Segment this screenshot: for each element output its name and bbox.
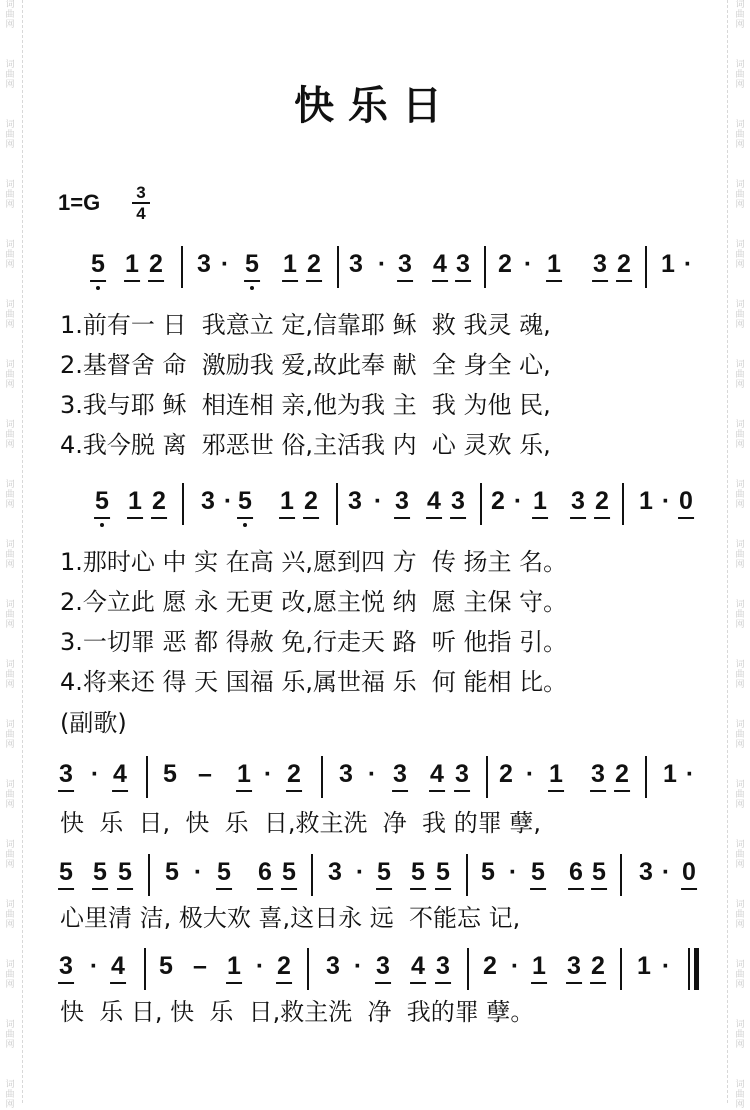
note: 5 bbox=[531, 858, 545, 886]
watermark-text: 词曲网 bbox=[5, 600, 15, 630]
note: 3 bbox=[348, 487, 362, 515]
note: 2 bbox=[591, 952, 605, 980]
lyric-line: (副歌) bbox=[60, 709, 127, 737]
lower-octave-dot bbox=[250, 286, 254, 290]
dot-symbol: · bbox=[510, 952, 520, 980]
note: 1 bbox=[547, 250, 561, 278]
note: 5 bbox=[238, 487, 252, 515]
watermark-text: 词曲网 bbox=[5, 360, 15, 390]
watermark-text: 词曲网 bbox=[5, 660, 15, 690]
watermark-text: 词曲网 bbox=[735, 180, 745, 210]
note: 3 bbox=[571, 487, 585, 515]
watermark-text: 词曲网 bbox=[735, 300, 745, 330]
watermark-text: 词曲网 bbox=[5, 900, 15, 930]
barline bbox=[620, 854, 622, 896]
barline bbox=[307, 948, 309, 990]
dot-symbol: · bbox=[685, 760, 695, 788]
watermark-text: 词曲网 bbox=[735, 660, 745, 690]
barline bbox=[645, 756, 647, 798]
note: 3 bbox=[456, 250, 470, 278]
note: 4 bbox=[113, 760, 127, 788]
note: 5 bbox=[245, 250, 259, 278]
note: 2 bbox=[498, 250, 512, 278]
barline bbox=[645, 246, 647, 288]
dot-symbol: · bbox=[377, 250, 387, 278]
watermark-text: 词曲网 bbox=[5, 960, 15, 990]
note: 3 bbox=[451, 487, 465, 515]
dot-symbol: · bbox=[220, 250, 230, 278]
note: 1 bbox=[283, 250, 297, 278]
song-title: 快乐日 bbox=[294, 83, 456, 129]
note: 5 bbox=[436, 858, 450, 886]
dot-symbol: · bbox=[367, 760, 377, 788]
note: 0 bbox=[679, 487, 693, 515]
watermark-text: 词曲网 bbox=[735, 900, 745, 930]
note: 3 bbox=[567, 952, 581, 980]
final-barline-thick bbox=[694, 948, 699, 990]
dot-symbol: · bbox=[193, 858, 203, 886]
note: 1 bbox=[533, 487, 547, 515]
dot-symbol: · bbox=[513, 487, 523, 515]
barline bbox=[181, 246, 183, 288]
watermark-text: 词曲网 bbox=[735, 540, 745, 570]
note: 6 bbox=[569, 858, 583, 886]
note: 1 bbox=[663, 760, 677, 788]
note: 3 bbox=[197, 250, 211, 278]
note: 1 bbox=[661, 250, 675, 278]
note: 3 bbox=[59, 952, 73, 980]
note: 5 bbox=[592, 858, 606, 886]
note: 3 bbox=[326, 952, 340, 980]
dot-symbol: · bbox=[661, 487, 671, 515]
dot-symbol: · bbox=[263, 760, 273, 788]
barline bbox=[480, 483, 482, 525]
barline bbox=[321, 756, 323, 798]
dash-symbol: – bbox=[193, 952, 207, 980]
note: 5 bbox=[93, 858, 107, 886]
watermark-text: 词曲网 bbox=[5, 60, 15, 90]
lyric-line: 快 乐 日, 快 乐 日,救主洗 净 我 的罪 孽, bbox=[60, 809, 541, 837]
note: 3 bbox=[201, 487, 215, 515]
lyric-line: 4.我今脱 离 邪恶世 俗,主活我 内 心 灵欢 乐, bbox=[60, 431, 551, 459]
left-margin-watermark bbox=[0, 0, 23, 1110]
note: 3 bbox=[59, 760, 73, 788]
note: 4 bbox=[111, 952, 125, 980]
barline bbox=[148, 854, 150, 896]
watermark-text: 词曲网 bbox=[735, 960, 745, 990]
note: 5 bbox=[377, 858, 391, 886]
dot-symbol: · bbox=[89, 952, 99, 980]
note: 5 bbox=[95, 487, 109, 515]
note: 3 bbox=[639, 858, 653, 886]
watermark-text: 词曲网 bbox=[735, 60, 745, 90]
note: 2 bbox=[287, 760, 301, 788]
watermark-text: 词曲网 bbox=[735, 840, 745, 870]
watermark-text: 词曲网 bbox=[5, 1020, 15, 1050]
note: 3 bbox=[393, 760, 407, 788]
note: 3 bbox=[395, 487, 409, 515]
note: 5 bbox=[91, 250, 105, 278]
lyric-line: 2.基督舍 命 激励我 爱,故此奉 献 全 身全 心, bbox=[60, 351, 551, 379]
note: 3 bbox=[376, 952, 390, 980]
lyric-line: 心里清 洁, 极大欢 喜,这日永 远 不能忘 记, bbox=[60, 904, 521, 932]
watermark-text: 词曲网 bbox=[5, 840, 15, 870]
time-signature bbox=[132, 183, 150, 223]
lower-octave-dot bbox=[100, 523, 104, 527]
note: 2 bbox=[304, 487, 318, 515]
barline bbox=[467, 948, 469, 990]
barline bbox=[620, 948, 622, 990]
lyric-line: 1.那时心 中 实 在高 兴,愿到四 方 传 扬主 名。 bbox=[60, 548, 568, 576]
final-barline-thin bbox=[688, 948, 690, 990]
note: 2 bbox=[307, 250, 321, 278]
barline bbox=[144, 948, 146, 990]
note: 2 bbox=[149, 250, 163, 278]
note: 3 bbox=[349, 250, 363, 278]
note: 1 bbox=[637, 952, 651, 980]
watermark-text: 词曲网 bbox=[735, 120, 745, 150]
lyric-line: 2.今立此 愿 永 无更 改,愿主悦 纳 愿 主保 守。 bbox=[60, 588, 568, 616]
watermark-text: 词曲网 bbox=[5, 540, 15, 570]
note: 2 bbox=[617, 250, 631, 278]
note: 2 bbox=[152, 487, 166, 515]
dot-symbol: · bbox=[508, 858, 518, 886]
barline bbox=[182, 483, 184, 525]
watermark-text: 词曲网 bbox=[5, 780, 15, 810]
note: 5 bbox=[282, 858, 296, 886]
dash-symbol: – bbox=[198, 760, 212, 788]
dot-symbol: · bbox=[255, 952, 265, 980]
note: 1 bbox=[532, 952, 546, 980]
note: 2 bbox=[491, 487, 505, 515]
note: 2 bbox=[277, 952, 291, 980]
watermark-text: 词曲网 bbox=[735, 480, 745, 510]
note: 5 bbox=[165, 858, 179, 886]
watermark-text: 词曲网 bbox=[5, 120, 15, 150]
dot-symbol: · bbox=[353, 952, 363, 980]
key-signature: 1=G bbox=[58, 190, 101, 215]
watermark-text: 词曲网 bbox=[735, 600, 745, 630]
note: 5 bbox=[411, 858, 425, 886]
note: 5 bbox=[217, 858, 231, 886]
watermark-text: 词曲网 bbox=[5, 420, 15, 450]
notation-row bbox=[0, 487, 750, 527]
watermark-text: 词曲网 bbox=[735, 420, 745, 450]
note: 2 bbox=[483, 952, 497, 980]
note: 3 bbox=[455, 760, 469, 788]
barline bbox=[484, 246, 486, 288]
barline bbox=[311, 854, 313, 896]
note: 3 bbox=[328, 858, 342, 886]
note: 2 bbox=[499, 760, 513, 788]
notation-row bbox=[0, 952, 750, 992]
dot-symbol: · bbox=[661, 858, 671, 886]
meter-top: 3 bbox=[136, 183, 146, 202]
note: 3 bbox=[398, 250, 412, 278]
lower-octave-dot bbox=[243, 523, 247, 527]
watermark-text: 词曲网 bbox=[735, 240, 745, 270]
lyric-line: 3.一切罪 恶 都 得赦 免,行走天 路 听 他指 引。 bbox=[60, 628, 568, 656]
lyric-line: 1.前有一 日 我意立 定,信靠耶 稣 救 我灵 魂, bbox=[60, 311, 551, 339]
notation-row bbox=[0, 760, 750, 800]
note: 4 bbox=[427, 487, 441, 515]
watermark-text: 词曲网 bbox=[735, 1020, 745, 1050]
watermark-text: 词曲网 bbox=[5, 180, 15, 210]
watermark-text: 词曲网 bbox=[735, 720, 745, 750]
right-margin-watermark bbox=[727, 0, 750, 1110]
dot-symbol: · bbox=[525, 760, 535, 788]
barline bbox=[466, 854, 468, 896]
barline bbox=[337, 246, 339, 288]
note: 1 bbox=[227, 952, 241, 980]
note: 1 bbox=[639, 487, 653, 515]
dot-symbol: · bbox=[223, 487, 233, 515]
note: 5 bbox=[159, 952, 173, 980]
notation-row bbox=[0, 250, 750, 290]
lyric-line: 快 乐 日, 快 乐 日,救主洗 净 我的罪 孽。 bbox=[60, 998, 535, 1026]
note: 1 bbox=[128, 487, 142, 515]
note: 3 bbox=[436, 952, 450, 980]
barline bbox=[336, 483, 338, 525]
dot-symbol: · bbox=[683, 250, 693, 278]
meter-bottom: 4 bbox=[136, 204, 146, 223]
barline bbox=[146, 756, 148, 798]
note: 5 bbox=[481, 858, 495, 886]
lyric-line: 4.将来还 得 天 国福 乐,属世福 乐 何 能相 比。 bbox=[60, 668, 568, 696]
note: 4 bbox=[433, 250, 447, 278]
note: 1 bbox=[125, 250, 139, 278]
dot-symbol: · bbox=[355, 858, 365, 886]
watermark-text: 词曲网 bbox=[735, 360, 745, 390]
watermark-text: 词曲网 bbox=[5, 720, 15, 750]
note: 0 bbox=[682, 858, 696, 886]
note: 3 bbox=[593, 250, 607, 278]
notation-row bbox=[0, 858, 750, 898]
note: 3 bbox=[591, 760, 605, 788]
dot-symbol: · bbox=[661, 952, 671, 980]
barline bbox=[622, 483, 624, 525]
watermark-text: 词曲网 bbox=[735, 1080, 745, 1110]
watermark-text: 词曲网 bbox=[5, 0, 15, 30]
note: 4 bbox=[430, 760, 444, 788]
note: 4 bbox=[411, 952, 425, 980]
watermark-text: 词曲网 bbox=[5, 300, 15, 330]
note: 1 bbox=[549, 760, 563, 788]
note: 1 bbox=[280, 487, 294, 515]
watermark-text: 词曲网 bbox=[5, 1080, 15, 1110]
note: 2 bbox=[615, 760, 629, 788]
watermark-text: 词曲网 bbox=[5, 240, 15, 270]
note: 3 bbox=[339, 760, 353, 788]
dot-symbol: · bbox=[523, 250, 533, 278]
note: 5 bbox=[59, 858, 73, 886]
note: 5 bbox=[163, 760, 177, 788]
note: 5 bbox=[118, 858, 132, 886]
barline bbox=[486, 756, 488, 798]
watermark-text: 词曲网 bbox=[5, 480, 15, 510]
note: 1 bbox=[237, 760, 251, 788]
watermark-text: 词曲网 bbox=[735, 780, 745, 810]
dot-symbol: · bbox=[373, 487, 383, 515]
dot-symbol: · bbox=[90, 760, 100, 788]
lower-octave-dot bbox=[96, 286, 100, 290]
lyric-line: 3.我与耶 稣 相连相 亲,他为我 主 我 为他 民, bbox=[60, 391, 551, 419]
note: 2 bbox=[595, 487, 609, 515]
watermark-text: 词曲网 bbox=[735, 0, 745, 30]
note: 6 bbox=[258, 858, 272, 886]
